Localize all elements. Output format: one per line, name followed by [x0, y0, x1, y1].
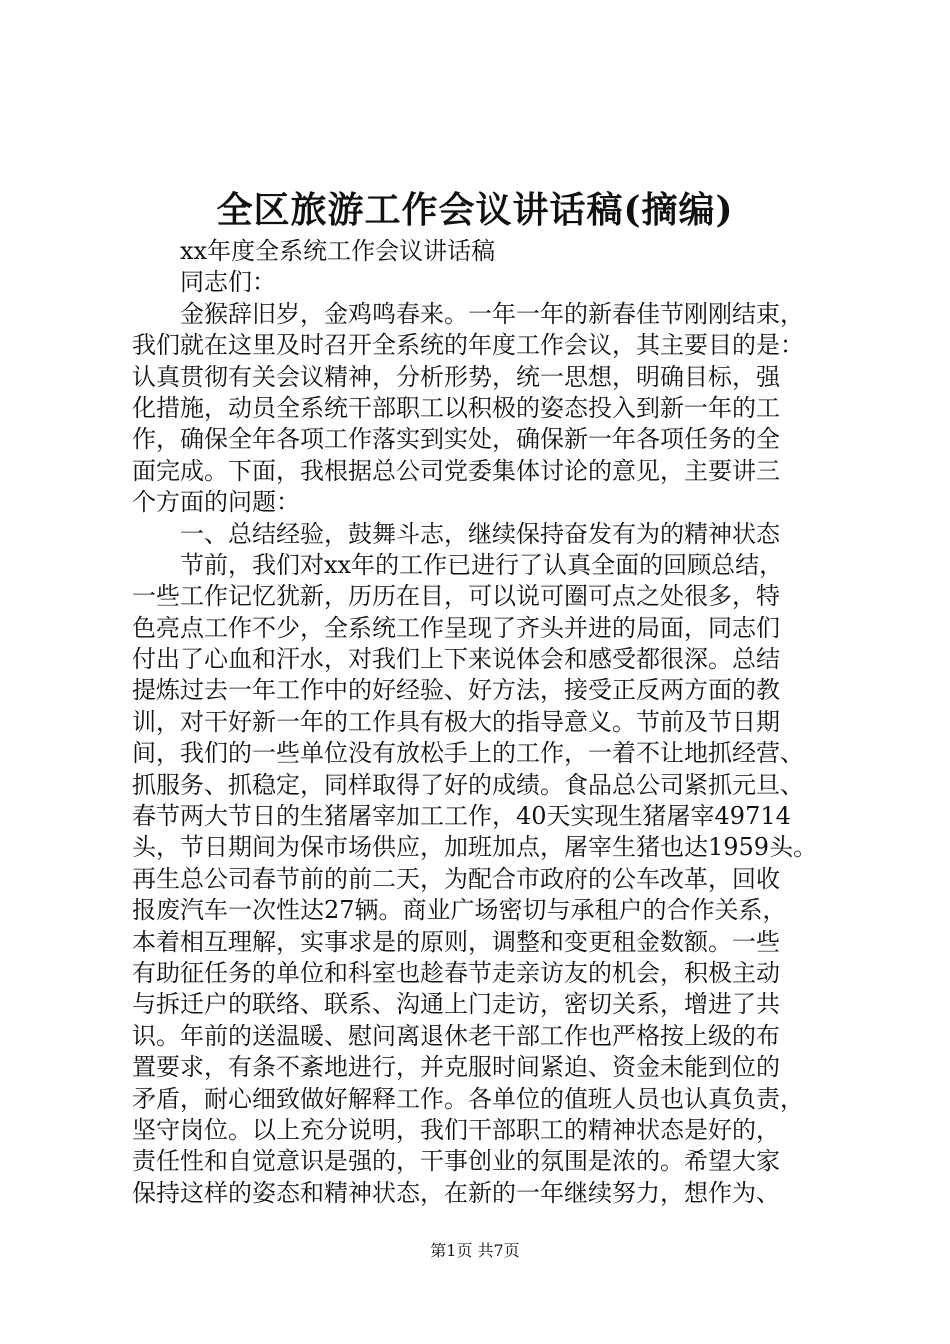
paragraph-line: 再生总公司春节前的前二天，为配合市政府的公车改革，回收 [132, 864, 780, 893]
paragraph-line: 提炼过去一年工作中的好经验、好方法，接受正反两方面的教 [132, 676, 780, 705]
paragraph-line: 训，对干好新一年的工作具有极大的指导意义。节前及节日期 [132, 707, 780, 736]
paragraph-line: 置要求，有条不紊地进行，并克服时间紧迫、资金未能到位的 [132, 1053, 780, 1082]
paragraph-line: 面完成。下面，我根据总公司党委集体讨论的意见，主要讲三 [132, 456, 780, 485]
paragraph-line: 付出了心血和汗水，对我们上下来说体会和感受都很深。总结 [132, 645, 780, 674]
paragraph-line: 矛盾，耐心细致做好解释工作。各单位的值班人员也认真负责， [132, 1084, 804, 1113]
paragraph-line: 责任性和自觉意识是强的，干事创业的氛围是浓的。希望大家 [132, 1147, 780, 1176]
paragraph-line: 保持这样的姿态和精神状态，在新的一年继续努力，想作为、 [132, 1178, 780, 1207]
paragraph-line: 金猴辞旧岁，金鸡鸣春来。一年一年的新春佳节刚刚结束， [180, 299, 804, 328]
paragraph-line: 识。年前的送温暖、慰问离退休老干部工作也严格按上级的布 [132, 1021, 780, 1050]
page-number-footer: 第1页 共7页 [430, 1241, 520, 1260]
paragraph-line: 色亮点工作不少，全系统工作呈现了齐头并进的局面，同志们 [132, 613, 780, 642]
paragraph-line: 有助征任务的单位和科室也趁春节走亲访友的机会，积极主动 [132, 958, 780, 987]
paragraph-line: 化措施，动员全系统干部职工以积极的姿态投入到新一年的工 [132, 393, 780, 422]
salutation-line: 同志们： [180, 268, 276, 297]
subtitle-line: xx年度全系统工作会议讲话稿 [180, 237, 496, 265]
paragraph-line: 与拆迁户的联络、联系、沟通上门走访，密切关系，增进了共 [132, 990, 780, 1019]
paragraph-line: 坚守岗位。以上充分说明，我们干部职工的精神状态是好的， [132, 1115, 780, 1144]
paragraph-line: 本着相互理解，实事求是的原则，调整和变更租金数额。一些 [132, 927, 780, 956]
paragraph-line: 报废汽车一次性达27辆。商业广场密切与承租户的合作关系， [132, 896, 787, 925]
paragraph-line: 节前，我们对xx年的工作已进行了认真全面的回顾总结， [180, 550, 784, 579]
paragraph-line: 间，我们的一些单位没有放松手上的工作，一着不让地抓经营、 [132, 739, 804, 768]
paragraph-line: 个方面的问题： [132, 488, 300, 517]
paragraph-line: 头，节日期间为保市场供应，加班加点，屠宰生猪也达1959头。 [132, 833, 818, 862]
paragraph-line: 抓服务、抓稳定，同样取得了好的成绩。食品总公司紧抓元旦、 [132, 770, 804, 799]
paragraph-line: 作，确保全年各项工作落实到实处，确保新一年各项任务的全 [132, 425, 780, 454]
paragraph-line: 一些工作记忆犹新，历历在目，可以说可圈可点之处很多，特 [132, 582, 780, 611]
paragraph-line: 春节两大节日的生猪屠宰加工工作，40天实现生猪屠宰49714 [132, 802, 791, 831]
paragraph-line: 认真贯彻有关会议精神，分析形势，统一思想，明确目标，强 [132, 362, 780, 391]
document-title: 全区旅游工作会议讲话稿(摘编) [216, 189, 734, 231]
document-body [132, 236, 832, 1209]
section-heading: 一、总结经验，鼓舞斗志，继续保持奋发有为的精神状态 [180, 519, 780, 548]
paragraph-line: 我们就在这里及时召开全系统的年度工作会议，其主要目的是： [132, 331, 804, 360]
